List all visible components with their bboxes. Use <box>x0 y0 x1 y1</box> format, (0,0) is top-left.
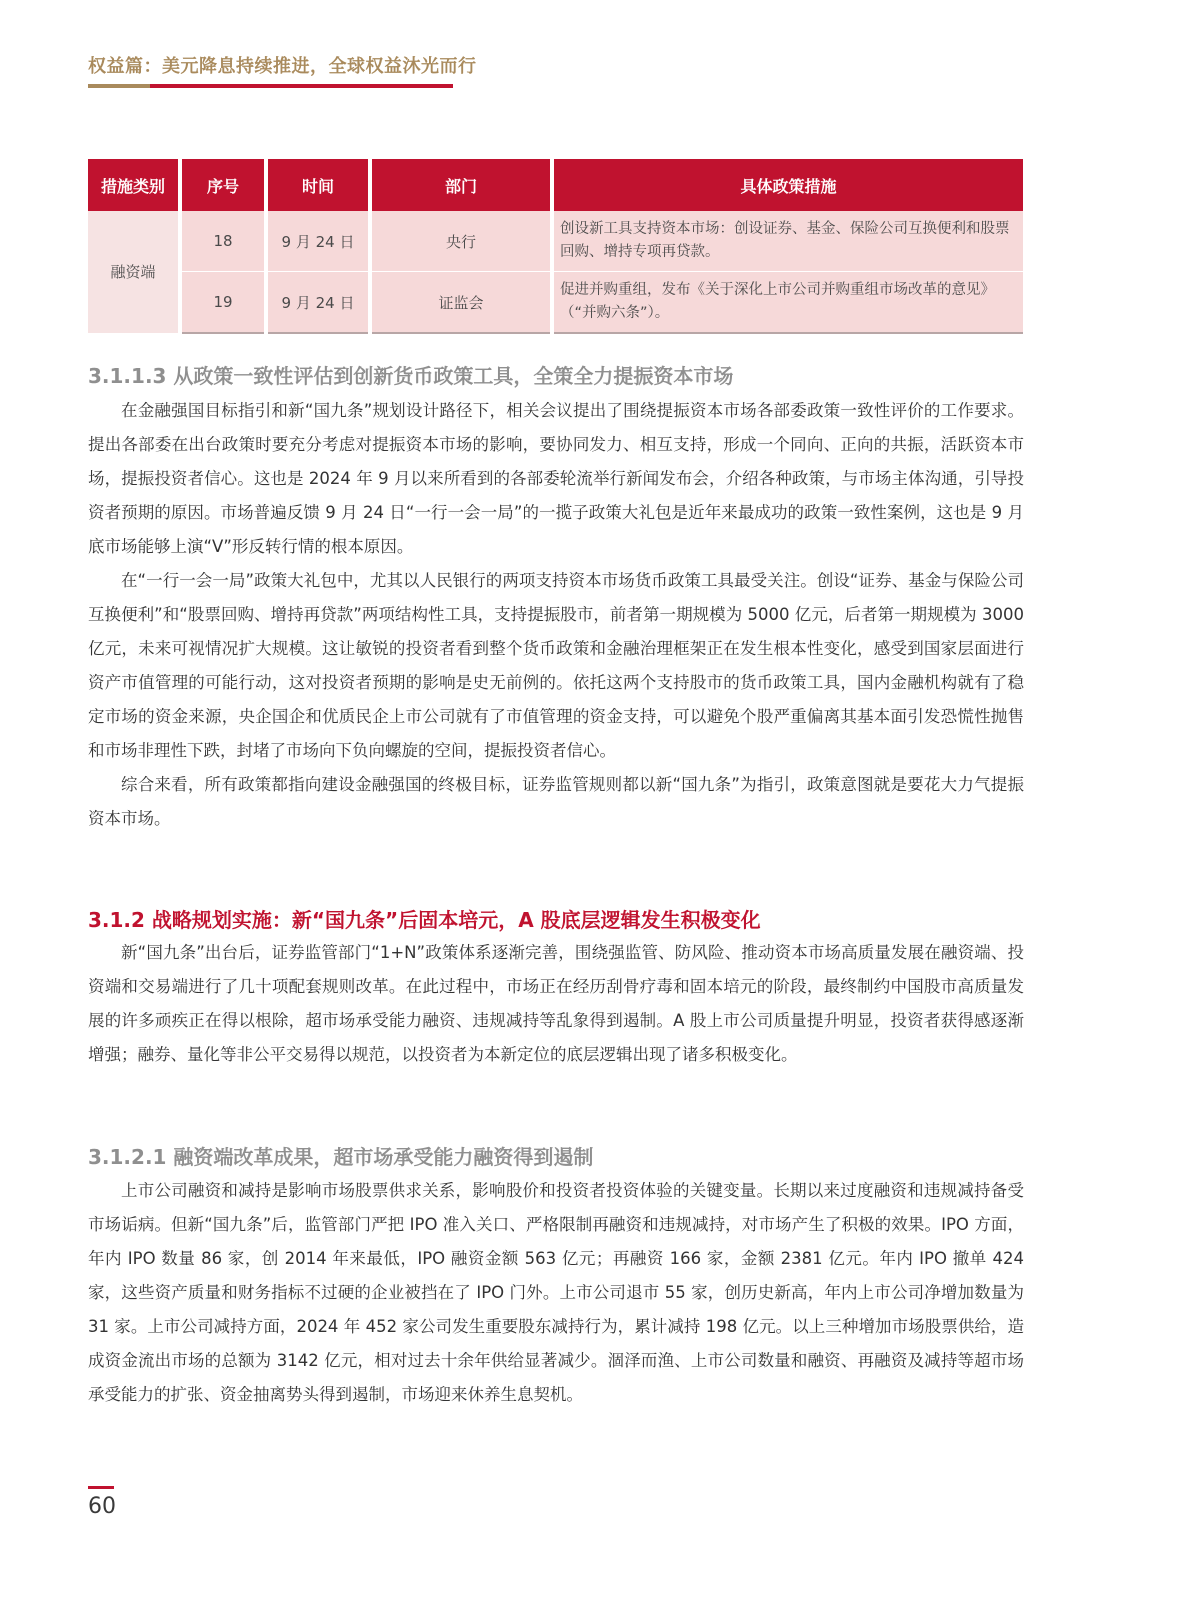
paragraph: 在金融强国目标指引和新“国九条”规划设计路径下，相关会议提出了围绕提振资本市场各部委政策一致性评价的工作要求。提出各部委在出台政策时要充分考虑对提振资本市场的影响，要协同发力、相互支持，形成一个同向、正向的共振，活跃资本市场，提振投资者信心。这也是 2024 年 9 月以来所看到的各部委轮流举行新闻发布会，介绍各种政策，与市场主体沟通，引导投资者预期的原因。市场普遍反馈 9 月 24 日“一行一会一局”的一揽子政策大礼包是近年来最成功的政策一致性案例，这也是 9 月底市场能够上演“V”形反转行情的根本原因。 <box>88 401 1024 556</box>
section-body-312 <box>88 936 1024 1072</box>
col-header-date: 时间 <box>266 159 370 211</box>
category-cell: 融资端 <box>88 211 180 333</box>
col-header-number: 序号 <box>180 159 266 211</box>
table-header-row <box>88 159 1023 211</box>
header-rule-gold <box>88 84 150 88</box>
footer-rule <box>88 1486 114 1489</box>
col-header-measure: 具体政策措施 <box>552 159 1023 211</box>
table-row <box>88 272 1023 334</box>
measure-cell: 创设新工具支持资本市场：创设证券、基金、保险公司互换便利和股票回购、增持专项再贷款。 <box>552 211 1023 272</box>
paragraph: 上市公司融资和减持是影响市场股票供求关系，影响股价和投资者投资体验的关键变量。长期以来过度融资和违规减持备受市场诟病。但新“国九条”后，监管部门严把 IPO 准入关口、严格限制再融资和违规减持，对市场产生了积极的效果。IPO 方面，年内 IPO 数量 86 家，创 2014 年来最低，IPO 融资金额 563 亿元；再融资 166 家，金额 2381 亿元。年内 IPO 撤单 424 家，这些资产质量和财务指标不过硬的企业被挡在了 IPO 门外。上市公司退市 55 家，创历史新高，年内上市公司净增加数量为 31 家。上市公司减持方面，2024 年 452 家公司发生重要股东减持行为，累计减持 198 亿元。以上三种增加市场股票供给，造成资金流出市场的总额为 3142 亿元，相对过去十余年供给显著减少。涸泽而渔、上市公司数量和融资、再融资及减持等超市场承受能力的扩张、资金抽离势头得到遏制，市场迎来休养生息契机。 <box>88 1181 1024 1404</box>
department-cell: 央行 <box>370 211 552 272</box>
table-row <box>88 211 1023 272</box>
section-heading-3113: 3.1.1.3 从政策一致性评估到创新货币政策工具，全策全力提振资本市场 <box>88 364 734 388</box>
section-heading-3121: 3.1.2.1 融资端改革成果，超市场承受能力融资得到遏制 <box>88 1145 594 1169</box>
measure-cell: 促进并购重组，发布《关于深化上市公司并购重组市场改革的意见》（“并购六条”）。 <box>552 272 1023 334</box>
paragraph: 在“一行一会一局”政策大礼包中，尤其以人民银行的两项支持资本市场货币政策工具最受关注。创设“证券、基金与保险公司互换便利”和“股票回购、增持再贷款”两项结构性工具，支持提振股市，前者第一期规模为 5000 亿元，后者第一期规模为 3000 亿元，未来可视情况扩大规模。这让敏锐的投资者看到整个货币政策和金融治理框架正在发生根本性变化，感受到国家层面进行资产市值管理的可能行动，这对投资者预期的影响是史无前例的。依托这两个支持股市的货币政策工具，国内金融机构就有了稳定市场的资金来源，央企国企和优质民企上市公司就有了市值管理的资金支持，可以避免个股严重偏离其基本面引发恐慌性抛售和市场非理性下跌，封堵了市场向下负向螺旋的空间，提振投资者信心。 <box>88 571 1024 760</box>
number-cell: 18 <box>180 211 266 272</box>
section-heading-312: 3.1.2 战略规划实施：新“国九条”后固本培元，A 股底层逻辑发生积极变化 <box>88 908 761 932</box>
section-body-3121 <box>88 1174 1024 1412</box>
date-cell: 9 月 24 日 <box>266 272 370 334</box>
policy-table <box>88 159 1023 334</box>
page-number: 60 <box>88 1494 116 1519</box>
col-header-department: 部门 <box>370 159 552 211</box>
paragraph: 综合来看，所有政策都指向建设金融强国的终极目标，证券监管规则都以新“国九条”为指引，政策意图就是要花大力气提振资本市场。 <box>88 775 1024 828</box>
header-rule-red <box>150 84 453 88</box>
section-body-3113 <box>88 394 1024 836</box>
date-cell: 9 月 24 日 <box>266 211 370 272</box>
col-header-category: 措施类别 <box>88 159 180 211</box>
department-cell: 证监会 <box>370 272 552 334</box>
paragraph: 新“国九条”出台后，证券监管部门“1+N”政策体系逐渐完善，围绕强监管、防风险、推动资本市场高质量发展在融资端、投资端和交易端进行了几十项配套规则改革。在此过程中，市场正在经历刮骨疗毒和固本培元的阶段，最终制约中国股市高质量发展的许多顽疾正在得以根除，超市场承受能力融资、违规减持等乱象得到遏制。A 股上市公司质量提升明显，投资者获得感逐渐增强；融券、量化等非公平交易得以规范，以投资者为本新定位的底层逻辑出现了诸多积极变化。 <box>88 943 1024 1064</box>
header-title: 权益篇：美元降息持续推进，全球权益沐光而行 <box>88 56 477 77</box>
number-cell: 19 <box>180 272 266 334</box>
